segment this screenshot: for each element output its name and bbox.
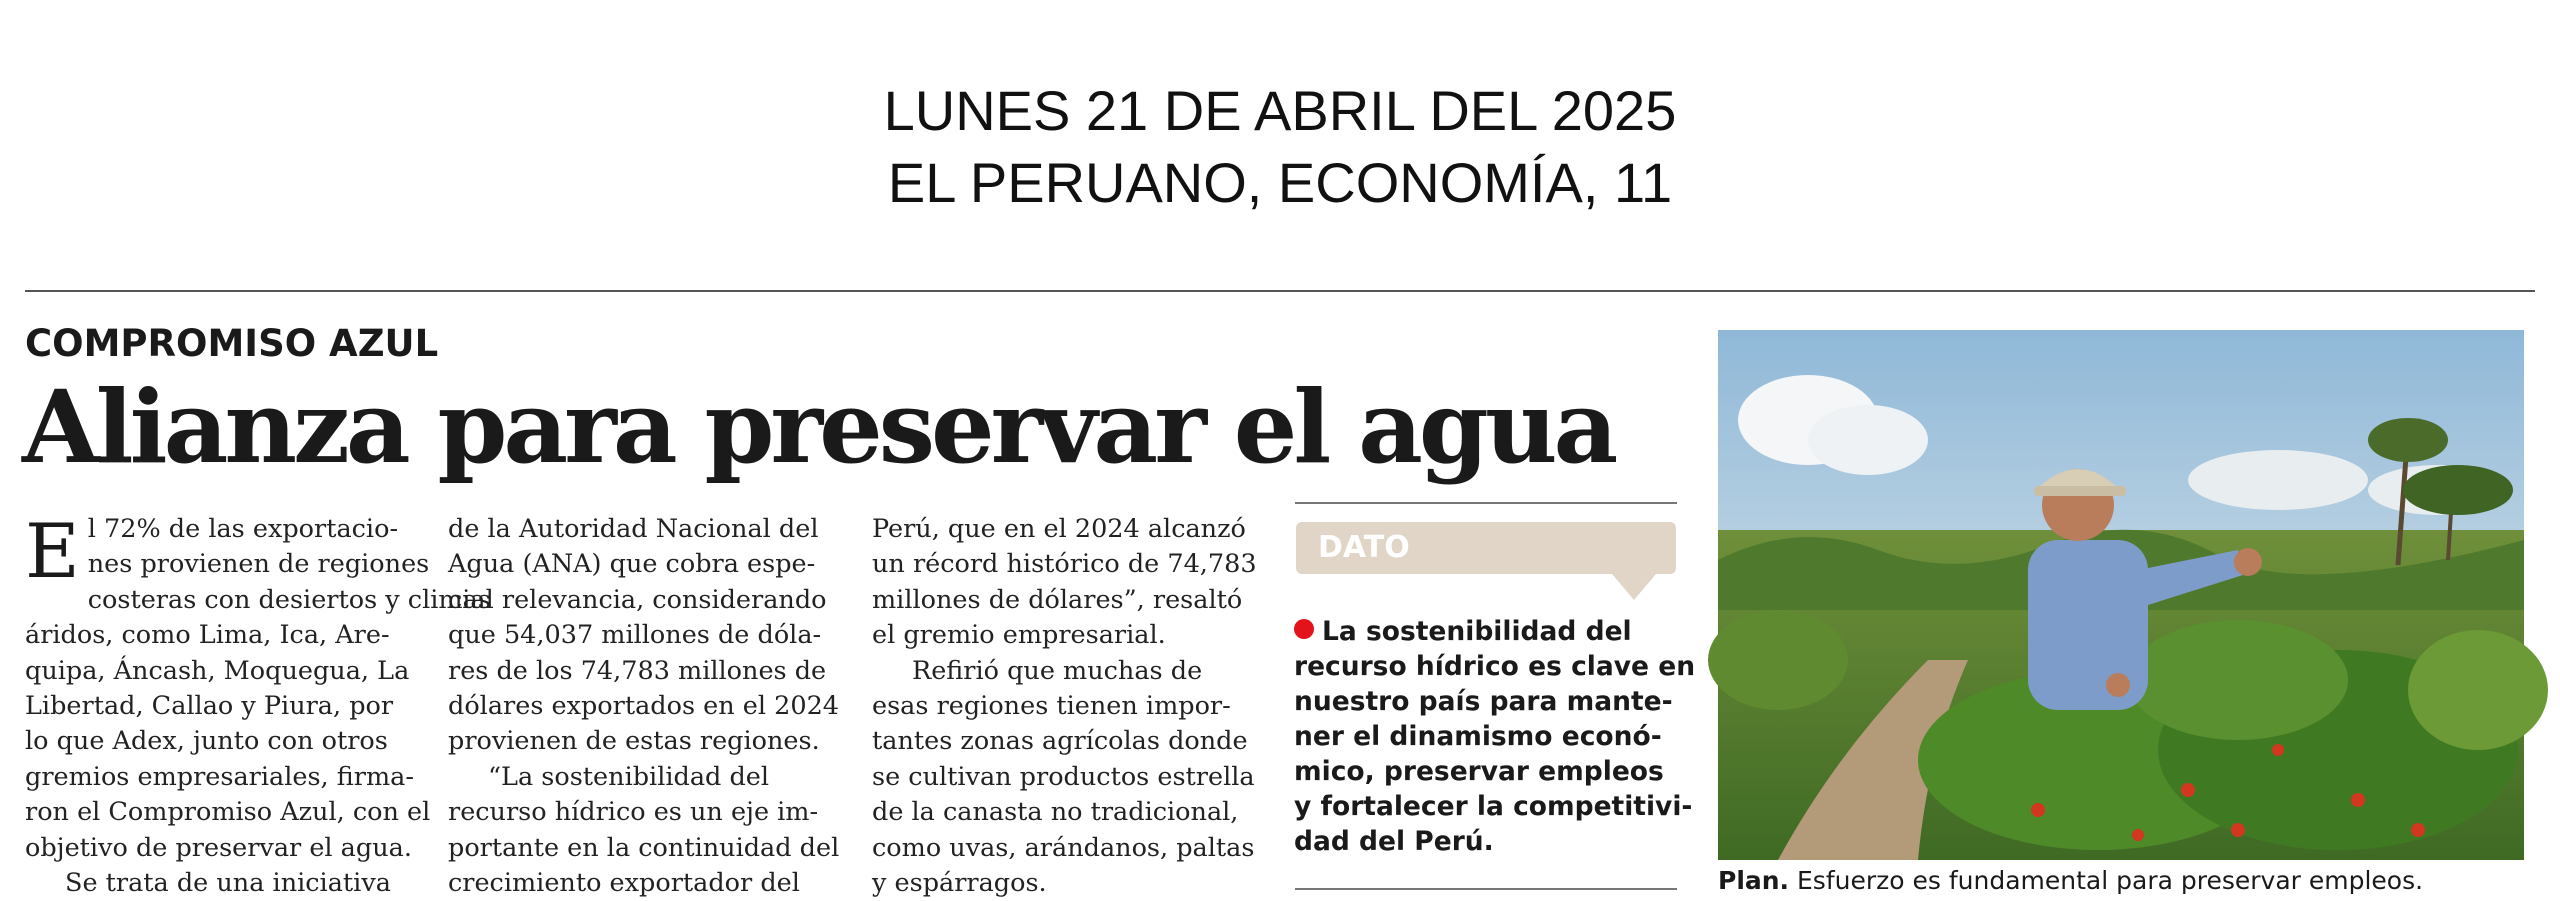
photo-caption — [1718, 866, 2423, 895]
text-line: crecimiento exportador del — [448, 867, 800, 898]
drop-cap: E — [25, 507, 80, 595]
text-line: un récord histórico de 74,783 — [872, 549, 1257, 580]
dato-text — [1294, 614, 1694, 859]
text-line: que 54,037 millones de dóla- — [448, 620, 822, 651]
text-line: y espárragos. — [872, 867, 1047, 898]
article-headline: Alianza para preservar el agua — [22, 368, 1615, 486]
article-column-3 — [872, 512, 1257, 901]
caption-text: Esfuerzo es fundamental para preservar empleos. — [1789, 866, 2424, 895]
text-line: provienen de estas regiones. — [448, 726, 820, 757]
dato-line: mico, preservar empleos — [1294, 756, 1664, 787]
text-line: se cultivan productos estrella — [872, 761, 1255, 792]
text-line: el gremio empresarial. — [872, 620, 1166, 651]
article-column-2 — [448, 512, 840, 901]
text-line: de la canasta no tradicional, — [872, 797, 1239, 828]
text-line: Agua (ANA) que cobra espe- — [448, 549, 816, 580]
text-line: lo que Adex, junto con otros — [25, 726, 388, 757]
red-bullet-icon — [1294, 619, 1314, 639]
text-line: portante en la continuidad del — [448, 832, 840, 863]
dato-line-text: La sostenibilidad del — [1322, 616, 1632, 647]
article-column-1 — [25, 507, 491, 901]
text-line: “La sostenibilidad del — [488, 761, 770, 792]
text-line: Refirió que muchas de — [912, 655, 1203, 686]
dato-line: recurso hídrico es clave en — [1294, 651, 1696, 682]
text-line: Se trata de una iniciativa — [65, 867, 391, 898]
text-line: res de los 74,783 millones de — [448, 655, 827, 686]
dato-line: y fortalecer la competitivi- — [1294, 791, 1693, 822]
dato-speech-tail — [1612, 574, 1656, 600]
text-line: Perú, que en el 2024 alcanzó — [872, 514, 1246, 544]
text-line: recurso hídrico es un eje im- — [448, 797, 819, 828]
article-kicker: COMPROMISO AZUL — [25, 322, 439, 365]
caption-lead: Plan. — [1718, 866, 1790, 895]
text-line: como uvas, arándanos, paltas — [872, 832, 1255, 863]
article-photo — [1718, 330, 2524, 860]
dato-line: nuestro país para mante- — [1294, 686, 1673, 717]
text-line: tantes zonas agrícolas donde — [872, 726, 1248, 757]
text-line: cial relevancia, considerando — [448, 584, 827, 615]
text-line: gremios empresariales, firma- — [25, 761, 414, 792]
text-line: áridos, como Lima, Ica, Are- — [25, 620, 390, 651]
text-line: millones de dólares”, resaltó — [872, 584, 1243, 615]
page-header — [0, 75, 2560, 219]
dato-top-rule — [1295, 502, 1677, 504]
text-line: esas regiones tienen impor- — [872, 690, 1231, 721]
text-line: objetivo de preservar el agua. — [25, 832, 412, 863]
dato-line — [1294, 614, 1694, 649]
dato-label: DATO — [1318, 530, 1410, 565]
text-line: quipa, Áncash, Moquegua, La — [25, 655, 410, 686]
dato-label-box — [1296, 522, 1676, 574]
dato-bottom-rule — [1295, 888, 1677, 890]
text-line: costeras con desiertos y climas — [87, 584, 491, 615]
text-line: l 72% de las exportacio- — [87, 514, 399, 544]
text-line: dólares exportados en el 2024 — [448, 690, 840, 721]
text-line: nes provienen de regiones — [87, 549, 430, 580]
text-line: Libertad, Callao y Piura, por — [25, 690, 394, 721]
dato-line: dad del Perú. — [1294, 826, 1494, 857]
dato-line: ner el dinamismo econó- — [1294, 721, 1662, 752]
text-line: de la Autoridad Nacional del — [448, 514, 819, 544]
text-line: ron el Compromiso Azul, con el — [25, 797, 431, 828]
date-line: LUNES 21 DE ABRIL DEL 2025 — [883, 79, 1677, 142]
header-rule — [25, 290, 2535, 292]
source-line: EL PERUANO, ECONOMÍA, 11 — [887, 151, 1673, 214]
farmer-field-image — [1718, 330, 2524, 860]
